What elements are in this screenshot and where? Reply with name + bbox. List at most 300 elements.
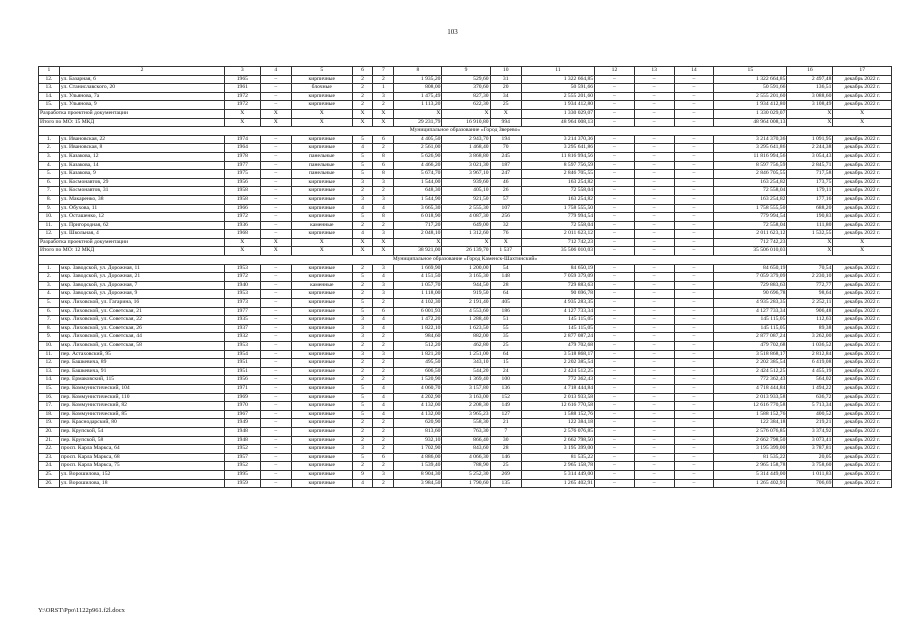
table-cell: 2 — [373, 419, 394, 428]
table-cell: 7 059 379,09 — [714, 273, 787, 282]
table-cell: 4 553,60 — [442, 307, 490, 316]
table-cell: 2 — [373, 333, 394, 342]
table-cell: кирпичные — [291, 264, 352, 273]
table-cell: 343,10 — [442, 359, 490, 368]
table-cell: 4 — [373, 204, 394, 213]
table-cell: 111,80 — [787, 221, 833, 230]
table-cell: 1953 — [225, 290, 261, 299]
table-cell: – — [634, 299, 674, 308]
table-cell: – — [260, 342, 291, 351]
table-cell: 3 021,30 — [442, 161, 490, 170]
table-cell: 3 — [352, 195, 373, 204]
table-cell: – — [634, 144, 674, 153]
summary-cell: X — [373, 247, 394, 256]
table-cell: 3 262,00 — [787, 333, 833, 342]
table-cell: 4 151,50 — [394, 273, 442, 282]
table-cell: 4 — [373, 393, 394, 402]
table-cell: – — [595, 393, 635, 402]
table-cell: 2 846 705,55 — [521, 170, 594, 179]
table-cell: кирпичные — [291, 187, 352, 196]
table-cell: – — [674, 367, 714, 376]
table-cell: 3 — [373, 178, 394, 187]
section-header-row — [39, 256, 892, 265]
summary-cell: X — [352, 247, 373, 256]
table-cell: – — [260, 324, 291, 333]
table-cell: – — [595, 470, 635, 479]
table-cell: 3 — [373, 470, 394, 479]
table-cell: кирпичные — [291, 290, 352, 299]
table-cell: – — [595, 213, 635, 222]
table-cell: 1 265 402,91 — [521, 479, 594, 488]
table-cell: декабрь 2022 г. — [833, 299, 892, 308]
table-cell: 2 — [352, 84, 373, 93]
table-cell: 2 — [373, 101, 394, 110]
table-cell: – — [260, 376, 291, 385]
table-cell: 25 — [490, 462, 521, 471]
table-row — [39, 427, 892, 436]
summary-cell: – — [674, 247, 714, 256]
table-cell: 1948 — [225, 427, 261, 436]
table-cell: 6 — [373, 307, 394, 316]
table-cell: кирпичные — [291, 367, 352, 376]
table-cell: 2 — [352, 290, 373, 299]
table-cell: – — [634, 410, 674, 419]
table-cell: – — [674, 402, 714, 411]
summary-cell: – — [595, 247, 635, 256]
summary-cell: X — [394, 238, 442, 247]
table-cell: 1961 — [225, 84, 261, 93]
table-cell: 4 718 444,84 — [521, 384, 594, 393]
table-cell: 31 — [490, 75, 521, 84]
table-cell: – — [595, 410, 635, 419]
table-cell: 1 200,00 — [442, 264, 490, 273]
table-cell: 187 — [490, 161, 521, 170]
table-cell: 145 115,05 — [521, 324, 594, 333]
table-cell: – — [260, 410, 291, 419]
table-cell: – — [674, 221, 714, 230]
table-cell: 1 036,52 — [787, 342, 833, 351]
table-cell: 6 — [373, 135, 394, 144]
table-cell: 12 616 770,58 — [521, 402, 594, 411]
table-cell: 5 — [352, 273, 373, 282]
table-cell: кирпичные — [291, 144, 352, 153]
table-cell: 194 — [490, 135, 521, 144]
table-cell: декабрь 2022 г. — [833, 393, 892, 402]
table-cell: 3 195 399,00 — [714, 445, 787, 454]
table-cell: 72 558,04 — [521, 221, 594, 230]
summary-cell: – — [595, 109, 635, 118]
table-cell: 2 877 087,24 — [714, 333, 787, 342]
table-cell: 26. — [39, 479, 60, 488]
table-row — [39, 445, 892, 454]
table-cell: 1952 — [225, 462, 261, 471]
table-row — [39, 178, 892, 187]
section-title: Муниципальное образование «Город Каменск-Шахтинский» — [39, 256, 892, 265]
table-cell: – — [634, 204, 674, 213]
table-cell: – — [634, 350, 674, 359]
summary-cell: X — [373, 238, 394, 247]
file-path-footer: Y:\ORST\Ppo\1122p961.f2l.docx — [38, 607, 125, 614]
table-cell: – — [595, 281, 635, 290]
table-cell: – — [260, 273, 291, 282]
table-cell: 1 011,83 — [787, 470, 833, 479]
table-cell: – — [634, 290, 674, 299]
table-cell: 2 424 512,25 — [521, 367, 594, 376]
table-cell: 1965 — [225, 75, 261, 84]
table-cell: 14. — [39, 376, 60, 385]
table-cell: 1964 — [225, 144, 261, 153]
address-cell: ул. Космонавтов, 29 — [59, 178, 224, 187]
summary-cell: X — [373, 109, 394, 118]
table-cell: 8. — [39, 324, 60, 333]
table-cell: – — [674, 290, 714, 299]
table-cell: 1 623,50 — [442, 324, 490, 333]
table-cell: – — [674, 342, 714, 351]
table-cell: 54 — [490, 264, 521, 273]
table-cell: декабрь 2022 г. — [833, 204, 892, 213]
table-cell: панельные — [291, 152, 352, 161]
table-cell: – — [595, 290, 635, 299]
table-cell: 1936 — [225, 221, 261, 230]
table-cell: декабрь 2022 г. — [833, 359, 892, 368]
table-cell: 18. — [39, 410, 60, 419]
table-cell: 3 — [373, 350, 394, 359]
table-cell: 11 816 994,56 — [521, 152, 594, 161]
table-cell: 1 934 412,80 — [714, 101, 787, 110]
table-cell: – — [634, 367, 674, 376]
table-cell: 1 — [373, 84, 394, 93]
table-cell: 34 — [490, 92, 521, 101]
summary-cell: X — [833, 247, 892, 256]
table-cell: 4 — [352, 204, 373, 213]
table-cell: 57 — [490, 195, 521, 204]
address-cell: мкр. Заводской, ул. Дорожная, 11 — [59, 264, 224, 273]
table-row — [39, 195, 892, 204]
table-cell: – — [260, 144, 291, 153]
address-cell: пер. Крупской, 54 — [59, 427, 224, 436]
table-cell: – — [674, 410, 714, 419]
table-cell: 13. — [39, 367, 60, 376]
address-cell: ул. Казакова, 12 — [59, 152, 224, 161]
summary-cell: X — [260, 247, 291, 256]
table-cell: 163 254,82 — [521, 178, 594, 187]
summary-label: Разработка проектной документации — [39, 109, 225, 118]
table-cell: – — [595, 307, 635, 316]
table-cell: 729 883,63 — [714, 281, 787, 290]
table-cell: – — [634, 161, 674, 170]
address-cell: мкр. Лиховской, ул. Советская, 26 — [59, 324, 224, 333]
table-cell: – — [634, 273, 674, 282]
table-cell: декабрь 2022 г. — [833, 290, 892, 299]
table-cell: 2 013 933,58 — [521, 393, 594, 402]
summary-cell: X — [225, 247, 261, 256]
address-cell: пер. Ермаковский, 115 — [59, 376, 224, 385]
table-cell: 107 — [490, 204, 521, 213]
table-cell: – — [674, 350, 714, 359]
table-cell: 3 108,49 — [787, 101, 833, 110]
table-cell: 649,00 — [442, 221, 490, 230]
column-number-cell: 9 — [442, 67, 490, 76]
table-cell: 3 295 641,86 — [714, 144, 787, 153]
table-cell: 136,51 — [787, 84, 833, 93]
table-cell: 688,20 — [787, 204, 833, 213]
table-cell: – — [260, 445, 291, 454]
summary-cell: – — [674, 109, 714, 118]
table-cell: – — [260, 92, 291, 101]
table-cell: 3 518 868,17 — [521, 350, 594, 359]
table-row — [39, 75, 892, 84]
table-cell: 3 868,80 — [442, 152, 490, 161]
table-row — [39, 367, 892, 376]
column-number-cell: 17 — [833, 67, 892, 76]
table-cell: 1956 — [225, 376, 261, 385]
table-row — [39, 350, 892, 359]
table-cell: 479 702,68 — [714, 342, 787, 351]
table-cell: 6. — [39, 178, 60, 187]
table-cell: – — [595, 135, 635, 144]
table-cell: 3 214 370,36 — [714, 135, 787, 144]
table-cell: кирпичные — [291, 195, 352, 204]
table-cell: 648,30 — [394, 187, 442, 196]
summary-cell: – — [634, 238, 674, 247]
table-cell: кирпичные — [291, 299, 352, 308]
table-cell: 1 758 555,50 — [714, 204, 787, 213]
table-cell: 179,11 — [787, 187, 833, 196]
table-row — [39, 264, 892, 273]
table-cell: 495,50 — [394, 359, 442, 368]
table-cell: 405 — [490, 299, 521, 308]
table-cell: 15 — [490, 359, 521, 368]
table-cell: каменные — [291, 221, 352, 230]
address-cell: пер. Краснодарский, 80 — [59, 419, 224, 428]
table-cell: 3 — [373, 230, 394, 239]
table-row — [39, 299, 892, 308]
table-row — [39, 152, 892, 161]
address-cell: ул. Ворошилова, 152 — [59, 470, 224, 479]
table-cell: 1 821,20 — [394, 350, 442, 359]
table-cell: – — [674, 178, 714, 187]
table-cell: – — [595, 367, 635, 376]
table-cell: 3 967,10 — [442, 170, 490, 179]
table-cell: 19. — [39, 419, 60, 428]
table-cell: 14. — [39, 92, 60, 101]
table-cell: 405,10 — [442, 187, 490, 196]
table-cell: 1 468,40 — [442, 144, 490, 153]
table-cell: 1932 — [225, 333, 261, 342]
table-cell: декабрь 2022 г. — [833, 101, 892, 110]
table-cell: – — [634, 376, 674, 385]
table-cell: 3 163,00 — [442, 393, 490, 402]
summary-cell: X — [787, 238, 833, 247]
address-cell: ул. Станиславского, 20 — [59, 84, 224, 93]
table-row — [39, 204, 892, 213]
table-cell: – — [260, 84, 291, 93]
summary-cell: X — [833, 238, 892, 247]
table-cell: 866,40 — [442, 436, 490, 445]
table-cell: 3 054,43 — [787, 152, 833, 161]
summary-cell: X — [225, 238, 261, 247]
table-cell: декабрь 2022 г. — [833, 342, 892, 351]
table-cell: – — [595, 170, 635, 179]
table-cell: 2 — [352, 359, 373, 368]
table-cell: – — [674, 316, 714, 325]
table-cell: 100 — [490, 376, 521, 385]
table-cell: 1954 — [225, 350, 261, 359]
table-cell: 558,30 — [442, 419, 490, 428]
table-cell: 3 073,41 — [787, 436, 833, 445]
table-cell: 919,50 — [442, 290, 490, 299]
column-number-cell: 2 — [59, 67, 224, 76]
table-cell: 1. — [39, 135, 60, 144]
column-number-cell: 7 — [373, 67, 394, 76]
table-cell: 2 — [352, 75, 373, 84]
table-cell: – — [634, 135, 674, 144]
summary-label: Итого по МО: 15 МКД — [39, 118, 225, 127]
summary-cell: 48 964 008,13 — [714, 118, 787, 127]
address-cell: ул. Казакова, 14 — [59, 161, 224, 170]
table-cell: 3 — [373, 281, 394, 290]
table-cell: 772 362,43 — [714, 376, 787, 385]
table-cell: 4 202,90 — [394, 393, 442, 402]
table-cell: – — [595, 84, 635, 93]
address-cell: просп. Карла Маркса, 68 — [59, 453, 224, 462]
table-cell: – — [595, 333, 635, 342]
table-cell: кирпичные — [291, 393, 352, 402]
table-cell: – — [595, 376, 635, 385]
table-cell: 1948 — [225, 436, 261, 445]
table-cell: 1971 — [225, 384, 261, 393]
table-cell: 1 532,55 — [787, 230, 833, 239]
table-cell: – — [634, 419, 674, 428]
table-cell: 4 935 283,35 — [521, 299, 594, 308]
table-cell: – — [674, 479, 714, 488]
column-number-row — [39, 67, 892, 76]
table-cell: 3 374,92 — [787, 427, 833, 436]
table-row — [39, 410, 892, 419]
column-number-cell: 1 — [39, 67, 60, 76]
table-cell: 4 127 733,34 — [521, 307, 594, 316]
table-cell: кирпичные — [291, 445, 352, 454]
table-cell: 2 662 798,50 — [521, 436, 594, 445]
table-cell: 1956 — [225, 178, 261, 187]
table-cell: 72 558,04 — [521, 187, 594, 196]
table-cell: – — [260, 161, 291, 170]
summary-cell: – — [634, 247, 674, 256]
table-cell: – — [260, 101, 291, 110]
table-row — [39, 84, 892, 93]
table-cell: – — [260, 221, 291, 230]
table-cell: кирпичные — [291, 376, 352, 385]
table-cell: 12. — [39, 75, 60, 84]
address-cell: просп. Карла Маркса, 64 — [59, 445, 224, 454]
table-cell: декабрь 2022 г. — [833, 316, 892, 325]
table-cell: 2 — [352, 264, 373, 273]
table-cell: – — [674, 84, 714, 93]
table-cell: 9. — [39, 204, 60, 213]
table-cell: 7. — [39, 316, 60, 325]
table-cell: 4 087,30 — [442, 213, 490, 222]
table-cell: 5 — [352, 384, 373, 393]
table-cell: 12. — [39, 230, 60, 239]
table-cell: 7 — [490, 427, 521, 436]
table-cell: декабрь 2022 г. — [833, 213, 892, 222]
table-cell: – — [634, 453, 674, 462]
summary-cell: 994 — [490, 118, 521, 127]
table-cell: 2 — [373, 221, 394, 230]
table-cell: 2 — [373, 427, 394, 436]
table-cell: 219,21 — [787, 419, 833, 428]
table-cell: декабрь 2022 г. — [833, 445, 892, 454]
table-cell: 3 — [373, 92, 394, 101]
address-cell: ул. Осташенко, 12 — [59, 213, 224, 222]
table-cell: 544,20 — [442, 367, 490, 376]
table-cell: 717,58 — [787, 170, 833, 179]
table-cell: – — [595, 342, 635, 351]
table-cell: 813,60 — [394, 427, 442, 436]
table-cell: 772,77 — [787, 281, 833, 290]
table-cell: 1 520,90 — [394, 376, 442, 385]
table-cell: – — [634, 470, 674, 479]
table-row — [39, 144, 892, 153]
table-cell: 1 934 412,80 — [521, 101, 594, 110]
table-cell: 3 — [352, 178, 373, 187]
address-cell: пер. Коммунистический, 110 — [59, 393, 224, 402]
table-cell: кирпичные — [291, 316, 352, 325]
table-cell: 2 — [352, 376, 373, 385]
table-cell: 4 455,19 — [787, 367, 833, 376]
table-cell: 529,60 — [442, 75, 490, 84]
table-cell: 3 — [352, 316, 373, 325]
table-cell: 64 — [490, 350, 521, 359]
table-cell: 921,50 — [442, 195, 490, 204]
table-cell: – — [634, 170, 674, 179]
table-cell: – — [674, 213, 714, 222]
table-cell: – — [634, 445, 674, 454]
table-cell: – — [595, 359, 635, 368]
table-cell: – — [674, 462, 714, 471]
table-cell: 479 702,68 — [521, 342, 594, 351]
table-cell: 30 — [490, 436, 521, 445]
table-row — [39, 273, 892, 282]
table-cell: 20 — [490, 84, 521, 93]
table-cell: – — [634, 221, 674, 230]
table-cell: 2 — [352, 101, 373, 110]
table-cell: 1958 — [225, 195, 261, 204]
table-cell: 706,69 — [787, 479, 833, 488]
table-cell: 2 662 798,50 — [714, 436, 787, 445]
table-row — [39, 462, 892, 471]
table-row — [39, 393, 892, 402]
summary-cell: X — [260, 118, 291, 127]
table-cell: – — [674, 299, 714, 308]
table-cell: 3 984,50 — [394, 479, 442, 488]
table-cell: кирпичные — [291, 75, 352, 84]
table-cell: 3. — [39, 281, 60, 290]
table-cell: 149 — [490, 402, 521, 411]
table-cell: 6 419,08 — [787, 359, 833, 368]
address-cell: ул. Ивановская, 22 — [59, 135, 224, 144]
table-cell: кирпичные — [291, 410, 352, 419]
table-cell: 1970 — [225, 402, 261, 411]
table-cell: 2 561,00 — [394, 144, 442, 153]
table-cell: 1966 — [225, 204, 261, 213]
table-cell: декабрь 2022 г. — [833, 144, 892, 153]
table-cell: 4 102,30 — [394, 299, 442, 308]
table-cell: – — [595, 178, 635, 187]
table-cell: 127 — [490, 410, 521, 419]
table-cell: декабрь 2022 г. — [833, 350, 892, 359]
table-cell: 190,83 — [787, 213, 833, 222]
